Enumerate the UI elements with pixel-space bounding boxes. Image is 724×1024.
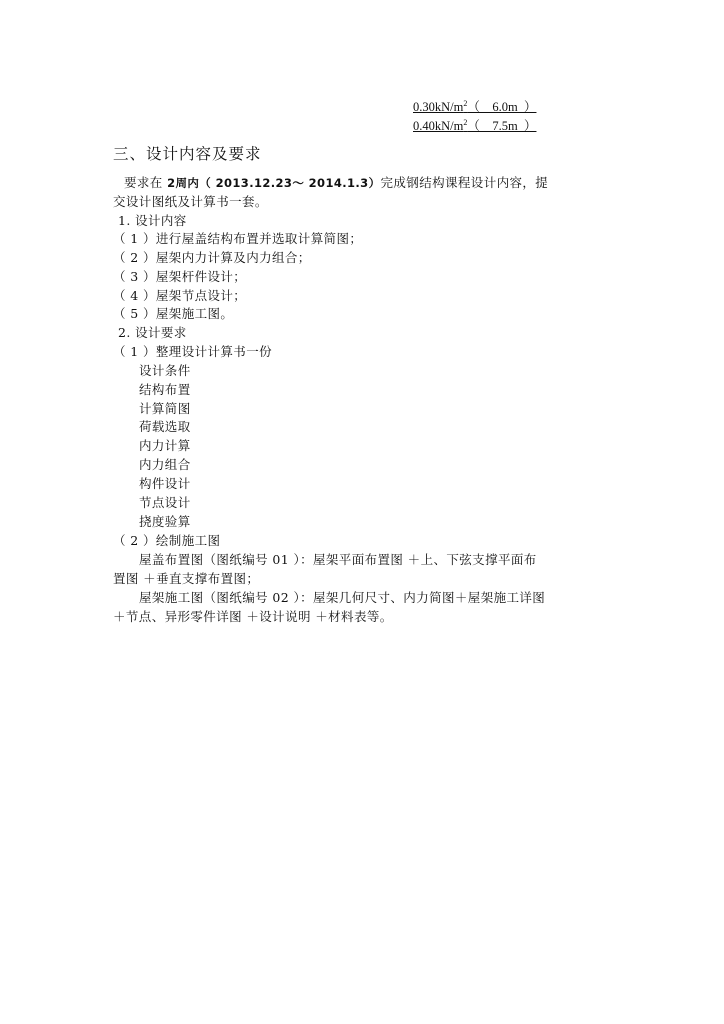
content-item: （ 3 ）屋架杆件设计；: [113, 269, 247, 284]
requirement-line-1: [124, 173, 548, 191]
requirement-line-2: 交设计图纸及计算书一套。: [113, 194, 268, 209]
load-unit-exponent: 2: [463, 98, 468, 108]
calc-item: 内力组合: [139, 457, 191, 472]
calc-item: 构件设计: [139, 476, 191, 491]
requirements-title: 2. 设计要求: [118, 325, 187, 340]
requirement-prefix: 要求在: [124, 175, 168, 190]
load-line-1: [413, 97, 536, 115]
load-span: （ 7.5m ）: [467, 119, 537, 133]
requirement-suffix: 完成钢结构课程设计内容，提: [380, 175, 549, 190]
drawing-1-line-1: 屋盖布置图（图纸编号 01 ）：屋架平面布置图 ＋上、下弦支撑平面布: [139, 552, 537, 567]
calc-item: 内力计算: [139, 438, 191, 453]
calc-item: 设计条件: [139, 363, 191, 378]
requirement-item: （ 2 ）绘制施工图: [113, 533, 221, 548]
load-span: （ 6.0m ）: [467, 100, 537, 114]
requirement-item: （ 1 ）整理设计计算书一份: [113, 344, 273, 359]
content-item: （ 2 ）屋架内力计算及内力组合；: [113, 250, 311, 265]
load-line-2: [413, 116, 536, 134]
load-unit-exponent: 2: [463, 117, 468, 127]
content-title: 1. 设计内容: [118, 213, 187, 228]
drawing-1-line-2: 置图 ＋垂直支撑布置图；: [113, 571, 260, 586]
drawing-2-line-1: 屋架施工图（图纸编号 02 ）：屋架几何尺寸、内力简图＋屋架施工详图: [139, 590, 546, 605]
load-value: 0.30kN/m: [413, 100, 464, 114]
calc-item: 节点设计: [139, 495, 191, 510]
calc-item: 结构布置: [139, 382, 191, 397]
content-item: （ 4 ）屋架节点设计；: [113, 288, 247, 303]
content-item: （ 5 ）屋架施工图。: [113, 306, 234, 321]
calc-item: 挠度验算: [139, 514, 191, 529]
requirement-period: 2周内（ 2013.12.23～ 2014.1.3）: [167, 176, 381, 190]
section-heading: 三、设计内容及要求: [113, 145, 262, 163]
drawing-2-line-2: ＋节点、异形零件详图 ＋设计说明 ＋材料表等。: [113, 609, 393, 624]
calc-item: 计算简图: [139, 401, 191, 416]
load-value: 0.40kN/m: [413, 119, 464, 133]
calc-item: 荷载选取: [139, 419, 191, 434]
content-item: （ 1 ）进行屋盖结构布置并选取计算简图；: [113, 231, 363, 246]
